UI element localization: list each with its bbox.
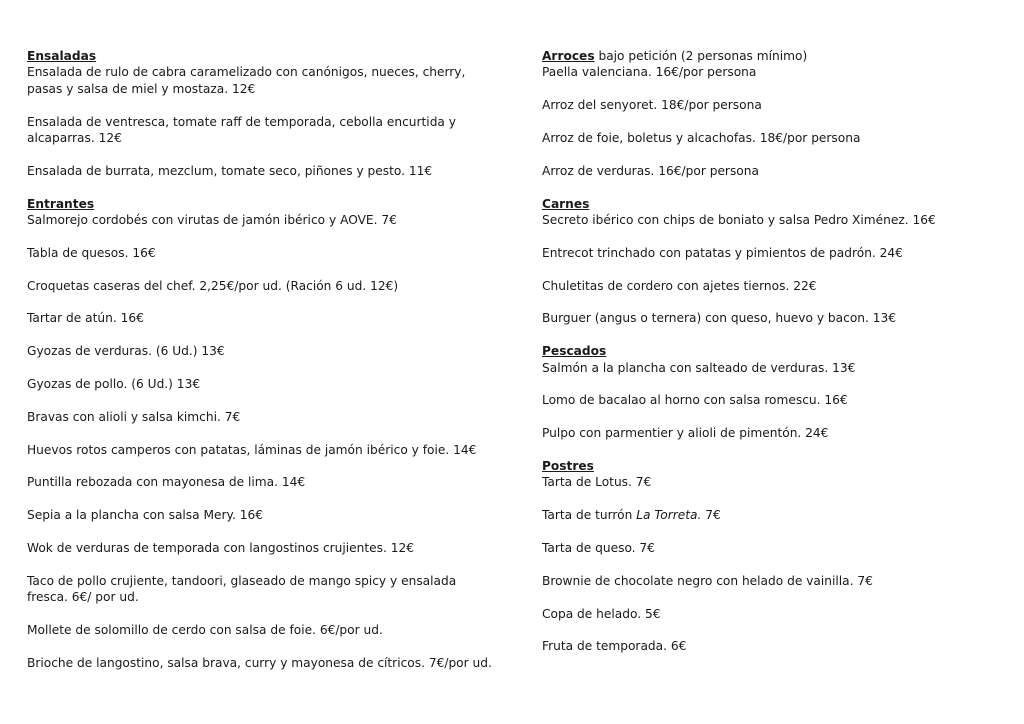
menu-item: Ensalada de rulo de cabra caramelizado con canónigos, nueces, cherry, pasas y salsa de miel y mostaza. 12€ [27, 65, 466, 96]
section-entrantes [27, 196, 497, 672]
menu-item: Gyozas de pollo. (6 Ud.) 13€ [27, 377, 201, 391]
menu-item: Arroz de foie, boletus y alcachofas. 18€/por persona [542, 131, 861, 145]
section-carnes [542, 196, 992, 327]
menu-item: Ensalada de burrata, mezclum, tomate seco, piñones y pesto. 11€ [27, 163, 433, 178]
section-arroces [542, 48, 992, 179]
menu-item: Arroz de verduras. 16€/por persona [542, 163, 759, 178]
section-title-ensaladas: Ensaladas [27, 49, 97, 63]
menu-item: Croquetas caseras del chef. 2,25€/por ud. (Ración 6 ud. 12€) [27, 278, 399, 293]
menu-item: Salmorejo cordobés con virutas de jamón ibérico y AOVE. 7€ [27, 213, 397, 228]
menu-item: Chuletitas de cordero con ajetes tiernos. 22€ [542, 278, 817, 293]
menu-item [542, 507, 992, 523]
section-pescados [542, 343, 992, 441]
menu-item: Mollete de solomillo de cerdo con salsa de foie. 6€/por ud. [27, 622, 383, 637]
section-postres [542, 458, 992, 655]
section-heading [542, 343, 992, 359]
menu-item: Fruta de temporada. 6€ [542, 639, 687, 654]
menu-item: Arroz del senyoret. 18€/por persona [542, 98, 762, 113]
section-heading [542, 196, 992, 212]
menu-item: Tarta de Lotus. 7€ [542, 475, 652, 490]
menu-item: Tartar de atún. 16€ [27, 311, 144, 326]
menu-item: Tarta de queso. 7€ [542, 540, 655, 555]
menu-item: Copa de helado. 5€ [542, 606, 661, 621]
menu-item: Bravas con alioli y salsa kimchi. 7€ [27, 409, 241, 424]
section-ensaladas [27, 48, 497, 179]
menu-item: Secreto ibérico con chips de boniato y salsa Pedro Ximénez. 16€ [542, 213, 936, 227]
menu-item: Puntilla rebozada con mayonesa de lima. 14€ [27, 475, 306, 490]
item-italic-name: La Torreta. [636, 508, 702, 523]
menu-item: Gyozas de verduras. (6 Ud.) 13€ [27, 344, 225, 359]
section-heading [542, 48, 992, 64]
left-column [27, 48, 497, 688]
item-price: 7€ [705, 508, 721, 523]
section-title-postres: Postres [542, 458, 594, 473]
section-note: bajo petición (2 personas mínimo) [598, 49, 808, 63]
menu-item: Taco de pollo crujiente, tandoori, glaseado de mango spicy y ensalada fresca. 6€/ por ud. [27, 573, 457, 605]
section-heading [27, 196, 497, 212]
section-title-pescados: Pescados [542, 344, 607, 359]
item-text: Tarta de turrón [542, 508, 633, 523]
menu-item: Salmón a la plancha con salteado de verduras. 13€ [542, 360, 856, 375]
menu-item: Lomo de bacalao al horno con salsa romescu. 16€ [542, 393, 848, 408]
section-title-carnes: Carnes [542, 196, 590, 211]
menu-item: Sepia a la plancha con salsa Mery. 16€ [27, 508, 264, 523]
section-title-arroces: Arroces [542, 49, 595, 63]
section-heading [542, 458, 992, 474]
menu-item: Huevos rotos camperos con patatas, láminas de jamón ibérico y foie. 14€ [27, 442, 477, 457]
section-title-entrantes: Entrantes [27, 196, 95, 211]
menu-item: Burguer (angus o ternera) con queso, huevo y bacon. 13€ [542, 311, 897, 326]
menu-item: Paella valenciana. 16€/por persona [542, 65, 757, 80]
right-column [542, 48, 992, 671]
menu-item: Brownie de chocolate negro con helado de vainilla. 7€ [542, 573, 873, 588]
menu-item: Pulpo con parmentier y alioli de pimentón. 24€ [542, 426, 829, 441]
section-heading [27, 48, 497, 64]
menu-item: Ensalada de ventresca, tomate raff de temporada, cebolla encurtida y alcaparras. 12€ [27, 114, 456, 146]
menu-item: Tabla de quesos. 16€ [27, 245, 156, 260]
menu-item: Entrecot trinchado con patatas y pimientos de padrón. 24€ [542, 245, 903, 260]
menu-item: Brioche de langostino, salsa brava, curry y mayonesa de cítricos. 7€/por ud. [27, 655, 492, 670]
menu-item: Wok de verduras de temporada con langostinos crujientes. 12€ [27, 540, 415, 555]
